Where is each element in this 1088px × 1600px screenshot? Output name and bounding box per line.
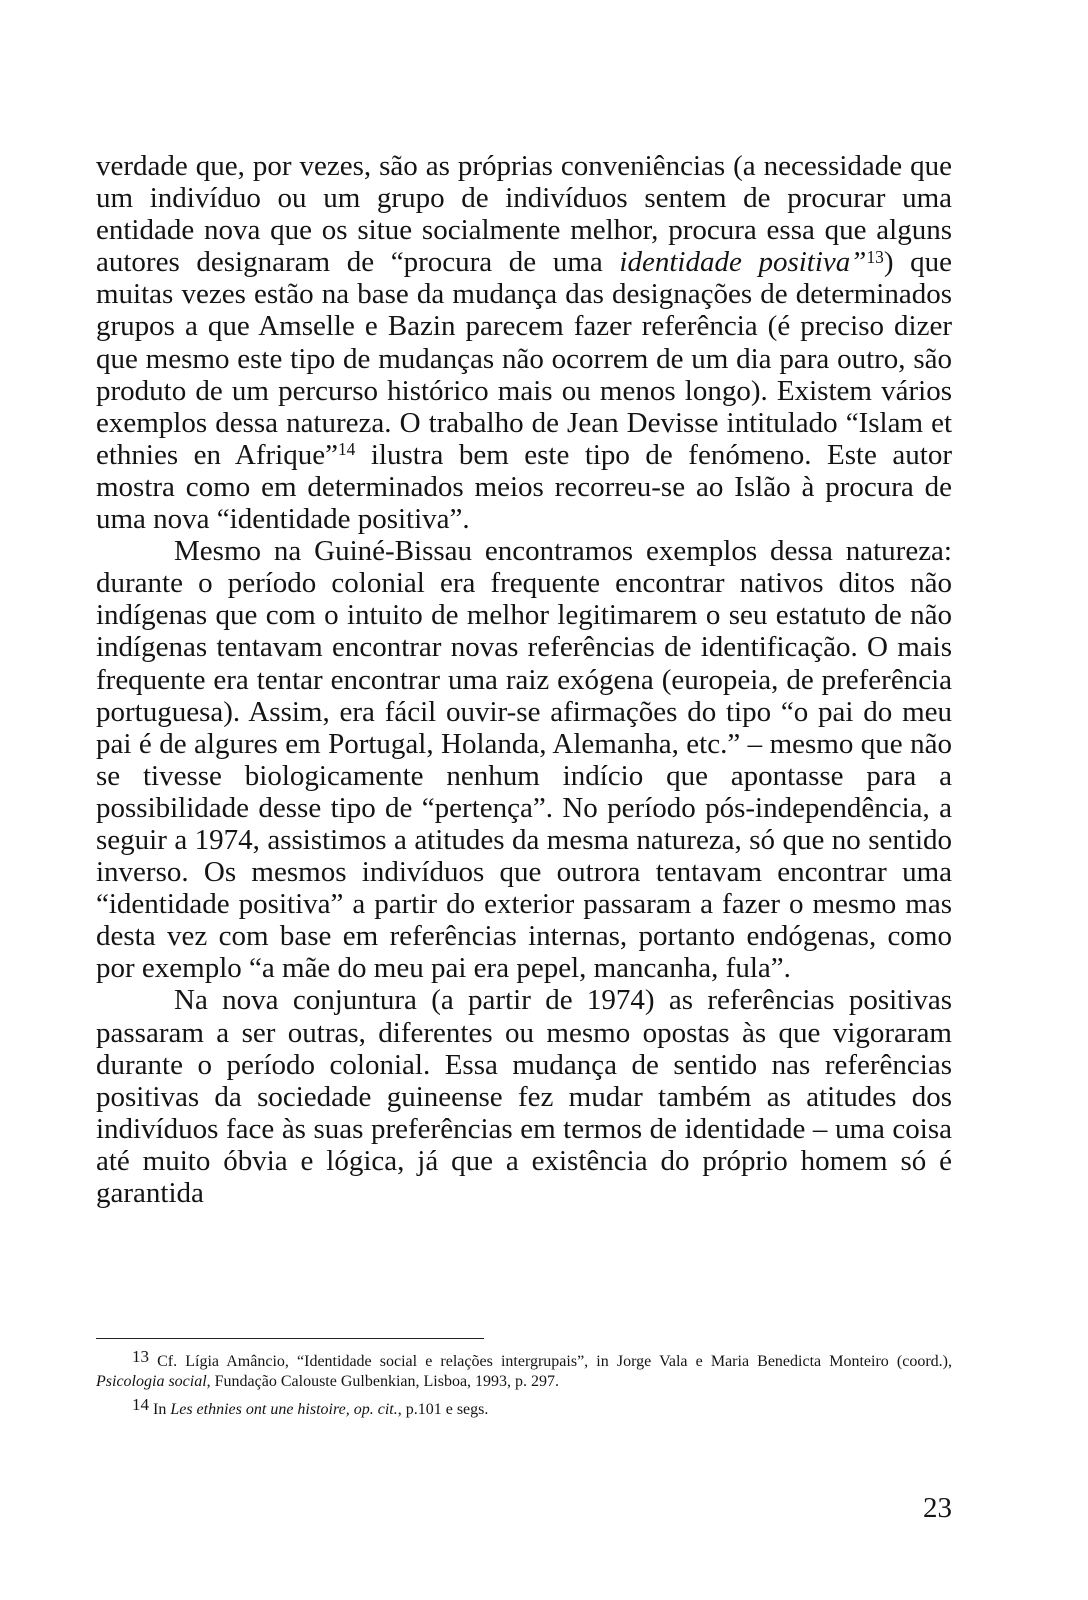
footnote-14-italic: Les ethnies ont une histoire, op. cit. bbox=[170, 1401, 398, 1418]
footnote-14-text-b: , p.101 e segs. bbox=[397, 1401, 489, 1418]
footnote-14 bbox=[96, 1394, 952, 1420]
paragraph-1-italic: identidade positiva” bbox=[619, 246, 867, 279]
footnotes bbox=[96, 1346, 953, 1428]
footnote-13-text-a: Cf. Lígia Amâncio, “Identidade social e relações intergrupais”, in Jorge Vala e Maria Benedicta Monteiro (coord.), bbox=[157, 1353, 953, 1370]
footnote-13-italic: Psicologia social bbox=[96, 1373, 207, 1390]
paragraph-1 bbox=[96, 150, 952, 535]
footnote-13-number: 13 bbox=[132, 1346, 149, 1366]
footnote-14-number: 14 bbox=[132, 1394, 149, 1414]
footnote-14-text-a: In bbox=[153, 1401, 171, 1418]
paragraph-1-text-a: verdade que, por vezes, são as próprias conveniências (a necessidade que um indivíduo ou um grupo de indivíduos sentem de procurar uma entidade nova que os situe socialmente melhor, procura essa que alguns autores designaram de “procura de uma bbox=[96, 150, 952, 279]
page-number: 23 bbox=[923, 1492, 952, 1524]
footnote-ref-14: 14 bbox=[337, 439, 356, 460]
paragraph-1-text-c: ilustra bem este tipo de fenómeno. Este autor mostra como em determinados meios recorreu-se ao Islão à procura de uma nova “identidade positiva”. bbox=[96, 438, 952, 536]
footnote-ref-13: 13 bbox=[866, 246, 884, 267]
body-text bbox=[96, 150, 952, 1209]
footnote-13 bbox=[96, 1346, 953, 1392]
footnote-divider bbox=[96, 1338, 484, 1339]
footnote-13-text-b: , Fundação Calouste Gulbenkian, Lisboa, 1993, p. 297. bbox=[206, 1373, 560, 1390]
paragraph-3: Na nova conjuntura (a partir de 1974) as referências positivas passaram a ser outras, diferentes ou mesmo opostas às que vigoraram durante o período colonial. Essa mudança de sentido nas referências positivas da sociedade guineense fez mudar também as atitudes dos indivíduos face às suas preferências em termos de identidade – uma coisa até muito óbvia e lógica, já que a existência do próprio homem só é garantida bbox=[96, 984, 952, 1209]
paragraph-2: Mesmo na Guiné-Bissau encontramos exemplos dessa natureza: durante o período colonial era frequente encontrar nativos ditos não indígenas que com o intuito de melhor legitimarem o seu estatuto de não indígenas tentavam encontrar novas referências de identificação. O mais frequente era tentar encontrar uma raiz exógena (europeia, de preferência portuguesa). Assim, era fácil ouvir-se afirmações do tipo “o pai do meu pai é de algures em Portugal, Holanda, Alemanha, etc.” – mesmo que não se tivesse biologicamente nenhum indício que apontasse para a possibilidade desse tipo de “pertença”. No período pós-independência, a seguir a 1974, assistimos a atitudes da mesma natureza, só que no sentido inverso. Os mesmos indivíduos que outrora tentavam encontrar uma “identidade positiva” a partir do exterior passaram a fazer o mesmo mas desta vez com base em referências internas, portanto endógenas, como por exemplo “a mãe do meu pai era pepel, mancanha, fula”. bbox=[96, 535, 952, 985]
paragraph-1-text-b: ) que muitas vezes estão na base da mudança das designações de determinados grupos a que Amselle e Bazin parecem fazer referência (é preciso dizer que mesmo este tipo de mudanças não ocorrem de um dia para outro, são produto de um percurso histórico mais ou menos longo). Existem vários exemplos dessa natureza. O trabalho de Jean Devisse intitulado “Islam et ethnies en Afrique” bbox=[96, 246, 953, 471]
